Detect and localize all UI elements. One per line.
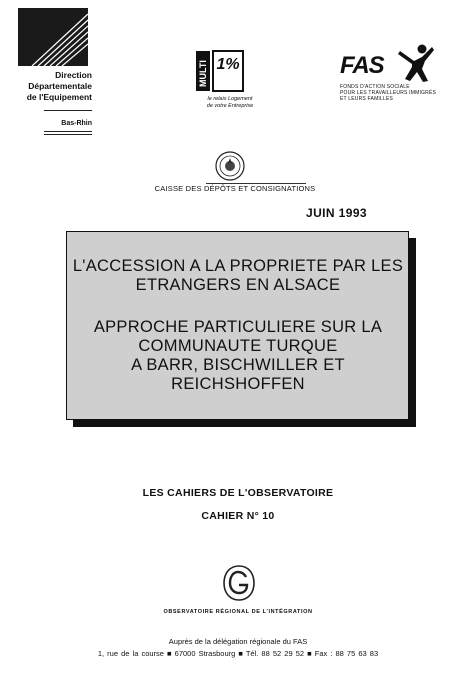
address-line: Auprès de la délégation régionale du FAS bbox=[168, 637, 308, 646]
fas-wordmark: FAS bbox=[340, 52, 384, 79]
divider bbox=[44, 110, 92, 111]
observatoire-name: OBSERVATOIRE RÉGIONAL DE L'INTÉGRATION bbox=[163, 609, 313, 615]
title-line: REICHSHOFFEN bbox=[171, 375, 305, 393]
divider bbox=[44, 131, 92, 132]
issue-number: CAHIER N° 10 bbox=[201, 510, 275, 522]
dde-logo bbox=[18, 8, 88, 66]
dde-name-line: de l'Equipement bbox=[26, 92, 92, 102]
main-title bbox=[70, 257, 406, 295]
title-line: L'ACCESSION A LA PROPRIETE PAR LES bbox=[72, 257, 404, 275]
cdc-emblem-icon bbox=[214, 150, 246, 182]
one-percent-mark: 1% bbox=[216, 56, 240, 73]
divider bbox=[44, 134, 92, 135]
caption-line: ET LEURS FAMILLES bbox=[340, 96, 394, 102]
dde-name-line: Direction bbox=[55, 70, 92, 80]
title-line: APPROCHE PARTICULIERE SUR LA bbox=[93, 318, 383, 336]
series-name: LES CAHIERS DE L'OBSERVATOIRE bbox=[142, 487, 334, 499]
dde-department: Bas-Rhin bbox=[61, 120, 92, 127]
fas-caption bbox=[340, 84, 450, 102]
title-line: A BARR, BISCHWILLER ET bbox=[131, 356, 345, 374]
caption-line: le relais Logement bbox=[207, 96, 253, 102]
caption-line: FONDS D'ACTION SOCIALE bbox=[340, 84, 410, 90]
title-line: ETRANGERS EN ALSACE bbox=[135, 276, 341, 294]
multi-label bbox=[196, 51, 210, 91]
contact-line: 1, rue de la course ■ 67000 Strasbourg ■ Tél. 88 52 29 52 ■ Fax : 88 75 63 83 bbox=[97, 649, 379, 658]
publication-date: JUIN 1993 bbox=[306, 206, 367, 220]
fas-figure-icon bbox=[392, 43, 436, 83]
multi-text: MULTI bbox=[198, 60, 208, 87]
observatoire-logo-icon bbox=[222, 564, 256, 602]
title-line: COMMUNAUTE TURQUE bbox=[138, 337, 338, 355]
subtitle bbox=[70, 318, 406, 394]
caption-line: POUR LES TRAVAILLEURS IMMIGRÉS bbox=[340, 90, 437, 96]
cdc-name: CAISSE DES DÉPÔTS ET CONSIGNATIONS bbox=[154, 184, 316, 193]
dde-name-line: Départementale bbox=[28, 81, 92, 91]
dde-name bbox=[14, 70, 92, 103]
caption-line: de votre Entreprise bbox=[206, 103, 254, 109]
one-percent-caption bbox=[196, 96, 264, 110]
